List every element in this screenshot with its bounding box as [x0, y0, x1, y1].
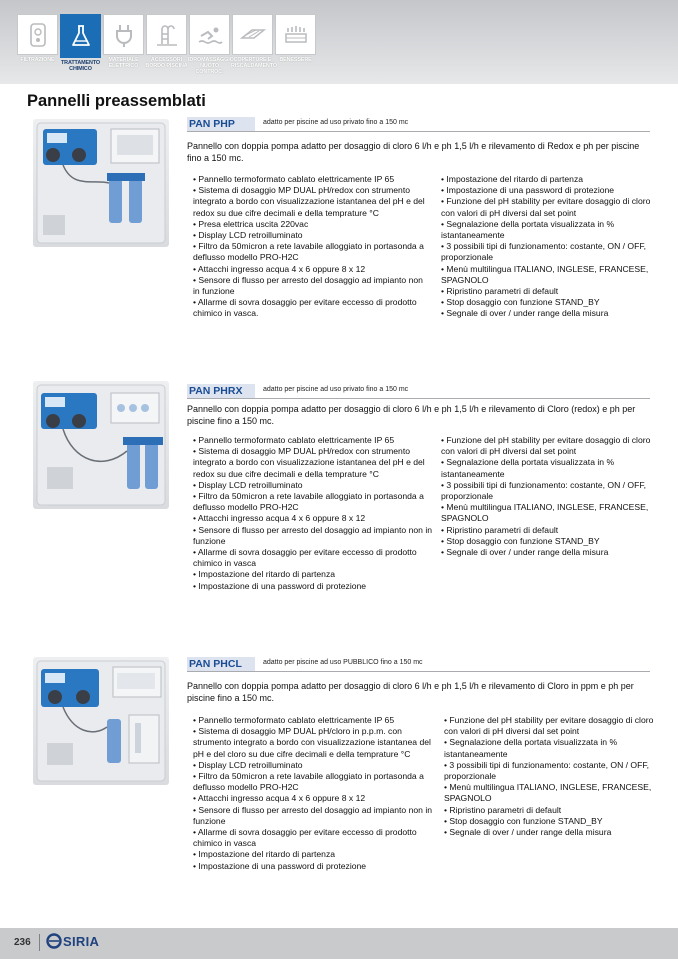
category-bar — [0, 0, 678, 84]
list-item: • Sistema di dosaggio MP DUAL pH/redox con strumento integrato a bordo con visualizzazione istantanea del pH e del redox su due cifre decimali e della temprature °C — [193, 185, 425, 218]
list-item: • Segnalazione della portata visualizzata in % istantaneamente — [441, 218, 615, 241]
pool-cover-icon — [240, 22, 266, 48]
list-item: • Segnale di over / under range della misura — [444, 827, 612, 838]
list-item: • Attacchi ingresso acqua 4 x 6 oppure 8 x 12 — [193, 263, 366, 274]
product-name: PAN PHRX — [187, 384, 255, 398]
product-name: PAN PHP — [187, 117, 255, 131]
nav-item-accessori[interactable] — [145, 14, 188, 75]
product-subtitle: adatto per piscine ad uso privato fino a 150 mc — [263, 119, 409, 126]
category-nav — [16, 14, 317, 75]
list-item: • Impostazione del ritardo di partenza — [441, 174, 584, 184]
nav-label: MATERIALE ELETTRICO — [108, 57, 139, 69]
features-right — [441, 174, 651, 320]
list-item: • Impostazione di una password di protezione — [193, 580, 367, 591]
list-item: • Impostazione del ritardo di partenza — [193, 569, 336, 580]
product-intro: Pannello con doppia pompa adatto per dosaggio di cloro 6 l/h e ph 1,5 l/h e rilevamento di Redox e ph per piscine fino a 150 mc. — [187, 141, 640, 163]
brand-logo-text: SIRIA — [63, 933, 100, 949]
list-item: • Impostazione di una password di protezione — [193, 860, 367, 871]
list-item: • Filtro da 50micron a rete lavabile alloggiato in portasonda a deflusso modello PRO-H2C — [193, 771, 424, 793]
list-item: • Filtro da 50micron a rete lavabile alloggiato in portasonda a deflusso modello PRO-H2C — [193, 491, 424, 513]
nav-item-coperture[interactable] — [231, 14, 277, 75]
list-item: • Sensore di flusso per arresto del dosaggio ad impianto non in funzione — [193, 524, 433, 546]
product-name: PAN PHCL — [187, 657, 255, 671]
product-subtitle: adatto per piscine ad uso privato fino a 150 mc — [263, 386, 409, 393]
list-item: • Segnalazione della portata visualizzata in % istantaneamente — [444, 737, 618, 759]
list-item: • Ripristino parametri di default — [441, 524, 559, 535]
pool-ladder-icon — [154, 22, 180, 48]
list-item: • Menù multilingua ITALIANO, INGLESE, FRANCESE, SPAGNOLO — [441, 263, 649, 285]
panel-photo-icon — [33, 119, 169, 247]
list-item: • Display LCD retroilluminato — [193, 759, 303, 770]
list-item: • Allarme di sovra dosaggio per evitare eccesso di prodotto chimico in vasca — [193, 827, 417, 849]
list-item: • Sistema di dosaggio MP DUAL pH/cloro in p.p.m. con strumento integrato a bordo con visualizzazione istantanea del pH e del cloro su due cifre decimali e della temprature °C — [193, 726, 431, 759]
swimmer-icon — [197, 22, 223, 48]
list-item: • Filtro da 50micron a rete lavabile alloggiato in portasonda a deflusso modello PRO-H2C — [193, 241, 424, 263]
product-header — [187, 384, 650, 399]
list-item: • Funzione del pH stability per evitare dosaggio di cloro con valori di pH diversi dal set point — [444, 715, 654, 737]
nav-item-filtrazione[interactable] — [16, 14, 59, 75]
list-item: • Funzione del pH stability per evitare dosaggio di cloro con valori di pH diversi dal set point — [441, 435, 651, 457]
features-left — [193, 174, 431, 320]
product-header — [187, 117, 650, 132]
list-item: • Stop dosaggio con funzione STAND_BY — [441, 297, 600, 308]
list-item: • Pannello termoformato cablato elettricamente IP 65 — [193, 435, 395, 445]
filter-icon — [25, 22, 51, 48]
product-intro: Pannello con doppia pompa adatto per dosaggio di cloro 6 l/h e ph 1,5 l/h e rilevamento di Cloro (redox) e ph per piscine fino a 150 mc. — [187, 404, 636, 426]
list-item: • Impostazione di una password di protezione — [441, 185, 615, 196]
nav-label: BENESSERE — [279, 57, 312, 63]
list-item: • Sensore di flusso per arresto del dosaggio ad impianto non in funzione — [193, 274, 423, 297]
panel-photo-icon — [33, 657, 169, 785]
list-item: • Funzione del pH stability per evitare dosaggio di cloro con valori di pH diversi dal set point — [441, 196, 651, 218]
nav-item-benessere[interactable] — [274, 14, 317, 75]
panel-photo-icon — [33, 381, 169, 509]
page-title: Pannelli preassemblati — [27, 92, 206, 110]
list-item: • Allarme di sovra dosaggio per evitare eccesso di prodotto chimico in vasca. — [193, 297, 417, 319]
nav-label: FILTRAZIONE — [20, 57, 55, 63]
list-item: • Ripristino parametri di default — [441, 286, 559, 297]
nav-item-idromassaggio[interactable] — [188, 14, 234, 75]
list-item: • Segnale di over / under range della misura — [441, 308, 609, 319]
list-item: • Segnalazione della portata visualizzata in % istantaneamente — [441, 457, 615, 479]
nav-item-materiale-elettrico[interactable] — [102, 14, 145, 75]
features-right — [441, 435, 653, 558]
product-photo — [33, 381, 169, 509]
features-left — [193, 715, 436, 872]
nav-item-trattamento-chimico[interactable] — [59, 14, 102, 75]
list-item: • Stop dosaggio con funzione STAND_BY — [444, 815, 603, 826]
nav-label: IDROMASSAGGIO NUOTO CONTROC. — [188, 57, 234, 75]
list-item: • Ripristino parametri di default — [444, 804, 562, 815]
list-item: • Sensore di flusso per arresto del dosaggio ad impianto non in funzione — [193, 804, 433, 826]
list-item: • Stop dosaggio con funzione STAND_BY — [441, 535, 600, 546]
features-right — [444, 715, 654, 838]
list-item: • Segnale di over / under range della misura — [441, 547, 609, 558]
page-number: 236 — [14, 937, 31, 948]
list-item: • Pannello termoformato cablato elettricamente IP 65 — [193, 715, 395, 725]
list-item: • Impostazione del ritardo di partenza — [193, 849, 336, 860]
list-item: • Menù multilingua ITALIANO, INGLESE, FRANCESE, SPAGNOLO — [441, 502, 649, 524]
nav-label: TRATTAMENTO CHIMICO — [60, 60, 101, 72]
list-item: • Display LCD retroilluminato — [193, 230, 303, 241]
page-footer — [0, 928, 678, 959]
features-left — [193, 435, 436, 592]
list-item: • 3 possibili tipi di funzionamento: costante, ON / OFF, proporzionale — [441, 241, 647, 263]
list-item: • Attacchi ingresso acqua 4 x 6 oppure 8 x 12 — [193, 793, 366, 804]
list-item: • Pannello termoformato cablato elettricamente IP 65 — [193, 174, 395, 184]
list-item: • 3 possibili tipi di funzionamento: costante, ON / OFF, proporzionale — [444, 759, 650, 782]
product-header — [187, 657, 650, 672]
siria-logo-icon — [46, 933, 62, 949]
flask-icon — [68, 23, 94, 49]
product-intro: Pannello con doppia pompa adatto per dosaggio di cloro 6 l/h e ph 1,5 l/h e rilevamento di Cloro in ppm e ph per piscine fino a 150 mc. — [187, 681, 634, 703]
plug-icon — [111, 22, 137, 48]
nav-label: ACCESSORI BORDO PISCINA — [145, 57, 188, 69]
nav-label: COPERTURE E RISCALDAMENTO — [231, 57, 277, 69]
list-item: • Menù multilingua ITALIANO, INGLESE, FRANCESE, SPAGNOLO — [444, 782, 652, 804]
product-photo — [33, 119, 169, 247]
list-item: • Allarme di sovra dosaggio per evitare eccesso di prodotto chimico in vasca — [193, 547, 417, 569]
product-subtitle: adatto per piscine ad uso PUBBLICO fino a 150 mc — [263, 659, 423, 666]
brand-logo — [46, 933, 99, 949]
wellness-icon — [283, 22, 309, 48]
footer-divider — [39, 934, 40, 951]
list-item: • Sistema di dosaggio MP DUAL pH/redox con strumento integrato a bordo con visualizzazione istantanea del pH e del redox su due cifre decimali e della temprature °C — [193, 446, 425, 479]
list-item: • Presa elettrica uscita 220vac — [193, 218, 309, 229]
list-item: • Attacchi ingresso acqua 4 x 6 oppure 8 x 12 — [193, 513, 366, 524]
list-item: • 3 possibili tipi di funzionamento: costante, ON / OFF, proporzionale — [441, 479, 647, 502]
product-photo — [33, 657, 169, 785]
list-item: • Display LCD retroilluminato — [193, 479, 303, 490]
